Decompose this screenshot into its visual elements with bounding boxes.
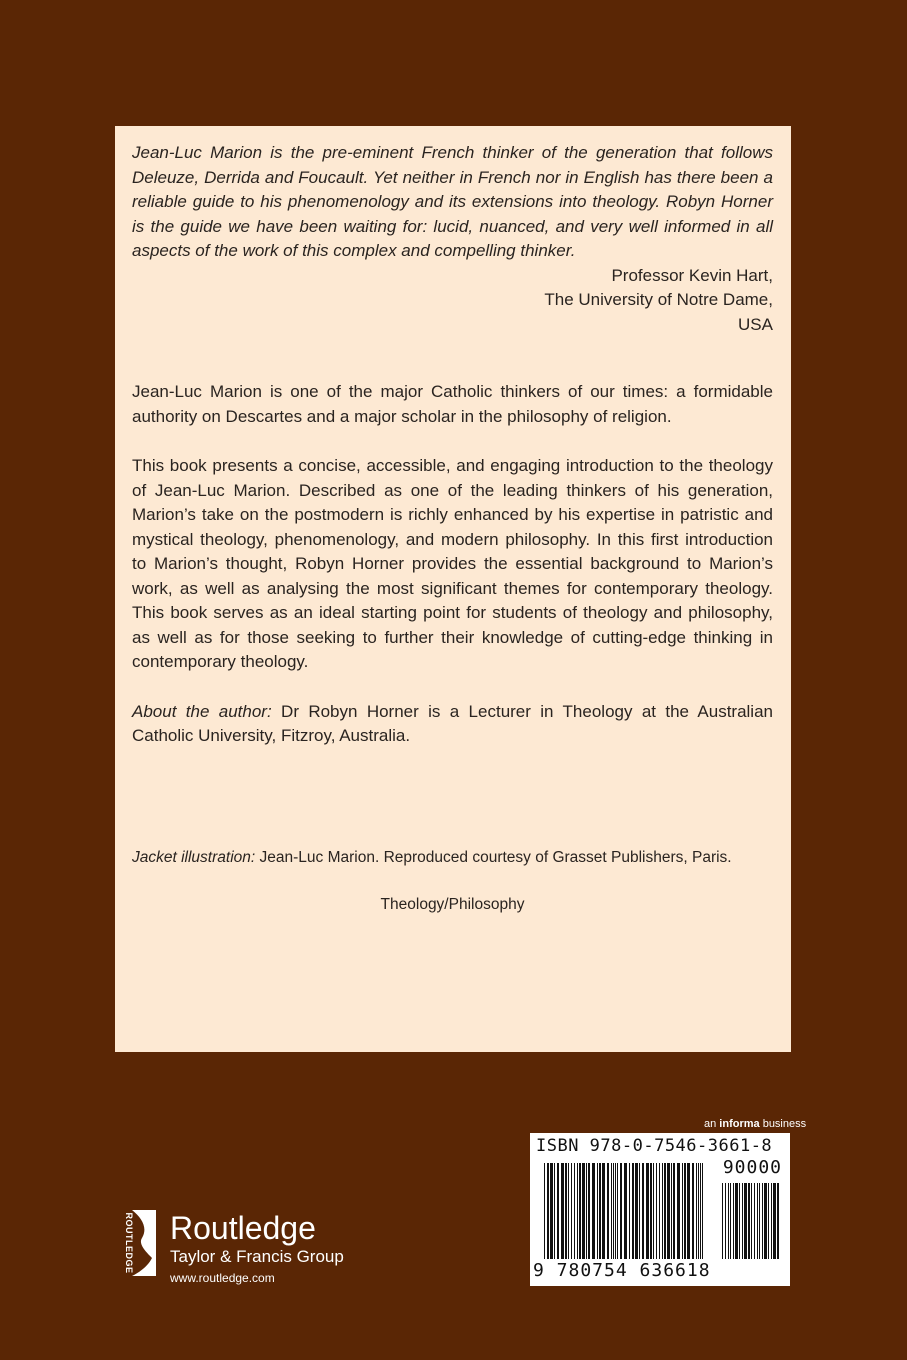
endorsement-name: Professor Kevin Hart, — [611, 265, 773, 285]
barcode-bar — [597, 1163, 598, 1259]
barcode-bar — [574, 1163, 575, 1259]
barcode-bar — [586, 1163, 587, 1259]
barcode-bar — [684, 1163, 686, 1259]
barcode-bar — [728, 1183, 729, 1259]
barcode-bar — [700, 1163, 701, 1259]
about-author — [132, 700, 773, 749]
barcode-bar — [592, 1163, 595, 1259]
barcode-bar — [613, 1163, 614, 1259]
informa-brand: informa — [719, 1118, 760, 1130]
barcode-bar — [664, 1163, 666, 1259]
barcode-bar — [659, 1163, 660, 1259]
barcode-bar — [568, 1163, 569, 1259]
barcode-bar — [571, 1163, 572, 1259]
barcode-bar — [759, 1183, 760, 1259]
endorsement-quote: Jean-Luc Marion is the pre-eminent French thinker of the generation that follows Deleuze, Derrida and Foucault. Yet neither in French nor in English has there been a reliable guide to his phenomenology and its extensions into theology. Robyn Horner is the guide we have been waiting for: lucid, nuanced, and very well informed in all aspects of the work of this complex and compelling thinker. — [132, 143, 773, 260]
barcode-bar — [547, 1163, 549, 1259]
barcode-bar — [739, 1183, 740, 1259]
barcode-bar — [762, 1183, 763, 1259]
barcode-bar — [635, 1163, 638, 1259]
barcode-bar — [698, 1163, 699, 1259]
barcode-bar — [620, 1163, 622, 1259]
routledge-logo-text: ROUTLEDGE — [124, 1212, 134, 1274]
barcode-bar — [624, 1163, 627, 1259]
barcode-bar — [611, 1163, 612, 1259]
intro-paragraph: Jean-Luc Marion is one of the major Catholic thinkers of our times: a formidable authority on Descartes and a major scholar in the philosophy of religion. — [132, 382, 773, 426]
barcode-bar — [607, 1163, 609, 1259]
informa-tagline: an informa business — [704, 1118, 807, 1130]
barcode-bar — [671, 1163, 672, 1259]
publisher-name: Routledge — [170, 1210, 316, 1246]
barcode-bar — [751, 1183, 752, 1259]
barcode-bar — [733, 1183, 734, 1259]
about-author-label: About the author: — [132, 701, 272, 721]
barcode-bar — [632, 1163, 634, 1259]
isbn-barcode — [530, 1133, 790, 1286]
barcode-bar — [677, 1163, 680, 1259]
barcode-bar — [615, 1163, 616, 1259]
barcode-bar — [642, 1163, 644, 1259]
barcode-bar — [629, 1163, 630, 1259]
barcode-bar — [582, 1163, 585, 1259]
barcode-bar — [687, 1163, 690, 1259]
ean-digits: 9 780754 636618 — [533, 1260, 711, 1281]
barcode-bar — [599, 1163, 601, 1259]
barcode-bar — [730, 1183, 731, 1259]
barcode-bar — [656, 1163, 657, 1259]
barcode-bar — [682, 1163, 683, 1259]
barcode-bar — [579, 1163, 581, 1259]
barcode-bar — [764, 1183, 767, 1259]
price-addon: 90000 — [722, 1157, 782, 1178]
barcode-bar — [696, 1163, 697, 1259]
barcode-bar — [550, 1163, 553, 1259]
barcode-bar — [735, 1183, 738, 1259]
jacket-credit-text: Jean-Luc Marion. Reproduced courtesy of Grasset Publishers, Paris. — [255, 848, 732, 866]
barcode-bar — [577, 1163, 578, 1259]
routledge-logo-icon — [112, 1208, 158, 1278]
endorsement-country: USA — [738, 314, 773, 334]
jacket-credit-label: Jacket illustration: — [132, 848, 256, 866]
jacket-credit — [132, 846, 773, 870]
barcode-bar — [639, 1163, 640, 1259]
barcode-bar — [725, 1183, 726, 1259]
barcode-bars-main — [544, 1163, 704, 1259]
publisher-branding — [170, 1210, 344, 1285]
endorsement-institution: The University of Notre Dame, — [544, 290, 773, 309]
barcode-bar — [646, 1163, 649, 1259]
barcode-bar — [754, 1183, 755, 1259]
barcode-bar — [653, 1163, 654, 1259]
barcode-bar — [561, 1163, 564, 1259]
barcode-bar — [692, 1163, 694, 1259]
barcode-bar — [744, 1183, 747, 1259]
back-cover-text-panel — [115, 126, 791, 1052]
barcode-bar — [757, 1183, 758, 1259]
isbn-number: ISBN 978-0-7546-3661-8 — [536, 1136, 773, 1156]
barcode-bar — [544, 1163, 545, 1259]
description-paragraph: This book presents a concise, accessible, and engaging introduction to the theology of Jean-Luc Marion. Described as one of the leading thinkers of his generation, Marion’s take on the postmodern is richly enhanced by his expertise in patristic and mystical theology, phenomenology, and modern philosophy. In this first introduction to Marion’s thought, Robyn Horner provides the essential background to Marion’s work, as well as analysing the most significant themes for contemporary theology. This book serves as an ideal starting point for students of theology and philosophy, as well as for those seeking to further their knowledge of cutting-edge thinking in contemporary theology. — [132, 456, 773, 671]
barcode-bars-addon — [722, 1183, 780, 1259]
barcode-bar — [650, 1163, 652, 1259]
barcode-bar — [768, 1183, 769, 1259]
barcode-bar — [742, 1183, 743, 1259]
subject-category: Theology/Philosophy — [380, 895, 525, 913]
barcode-bar — [588, 1163, 590, 1259]
barcode-bar — [554, 1163, 555, 1259]
barcode-bar — [662, 1163, 663, 1259]
barcode-bar — [617, 1163, 618, 1259]
barcode-bar — [773, 1183, 776, 1259]
publisher-group: Taylor & Francis Group — [170, 1247, 344, 1266]
barcode-bar — [748, 1183, 750, 1259]
barcode-bar — [667, 1163, 670, 1259]
barcode-bar — [673, 1163, 675, 1259]
barcode-bar — [557, 1163, 559, 1259]
publisher-url: www.routledge.com — [170, 1271, 275, 1285]
about-author-text: Dr Robyn Horner is a Lecturer in Theology at the Australian Catholic University, Fitzroy, Australia. — [132, 701, 773, 745]
barcode-bar — [602, 1163, 605, 1259]
barcode-bar — [702, 1163, 703, 1259]
barcode-bar — [771, 1183, 772, 1259]
barcode-bar — [565, 1163, 567, 1259]
barcode-bar — [722, 1183, 723, 1259]
barcode-bar — [777, 1183, 779, 1259]
